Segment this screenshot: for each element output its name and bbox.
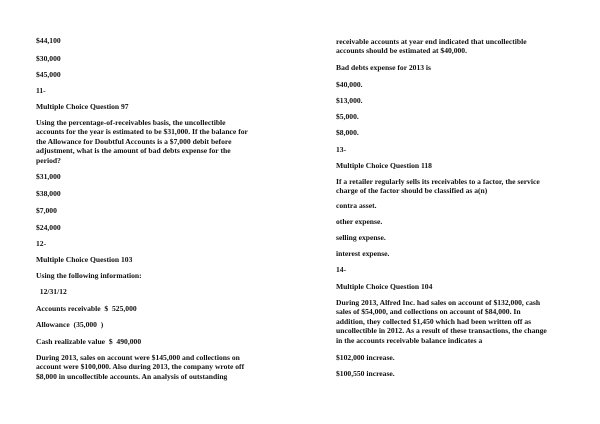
table-row: Cash realizable value $ 490,000 — [36, 337, 142, 346]
table-header: 12/31/12 — [36, 287, 67, 296]
answer-option: $30,000 — [36, 54, 61, 63]
answer-option: $102,000 increase. — [336, 353, 395, 362]
answer-option: $100,550 increase. — [336, 369, 395, 378]
question-heading: Multiple Choice Question 103 — [36, 255, 133, 264]
question-text: Using the following information: — [36, 271, 142, 280]
answer-option: $31,000 — [36, 172, 61, 181]
question-number: 12- — [36, 239, 47, 248]
question-text: receivable accounts at year end indicated that uncollectible accounts should be estimated at $40,000. — [336, 37, 527, 56]
table-row: Allowance (35,000 ) — [36, 320, 104, 329]
question-text: During 2013, Alfred Inc. had sales on account of $132,000, cash sales of $54,000, and collections on account of $84,000. In addition, they collected $1,450 which had been written off as uncollectible in 2012. As a result of these transactions, the change in the accounts receivable balance indicates a — [336, 298, 547, 345]
answer-option: $7,000 — [36, 206, 57, 215]
question-heading: Multiple Choice Question 104 — [336, 282, 433, 291]
question-text: Using the percentage-of-receivables basis, the uncollectible accounts for the year is estimated to be $31,000. If the balance for the Allowance for Doubtful Accounts is a $7,000 debit before adjustment, what is the amount of bad debts expense for the period? — [36, 118, 248, 165]
answer-option: $44,100 — [36, 36, 61, 45]
question-prompt: Bad debts expense for 2013 is — [336, 63, 431, 72]
answer-option: contra asset. — [336, 201, 377, 210]
question-number: 11- — [36, 86, 46, 95]
question-text: During 2013, sales on account were $145,000 and collections on account were $100,000. Also during 2013, the company wrote off $8,000 in uncollectible accounts. An analysis of outstanding — [36, 353, 245, 381]
question-heading: Multiple Choice Question 118 — [336, 161, 432, 170]
answer-option: $24,000 — [36, 223, 61, 232]
question-heading: Multiple Choice Question 97 — [36, 102, 129, 111]
answer-option: $45,000 — [36, 70, 61, 79]
answer-option: $40,000. — [336, 80, 363, 89]
question-number: 13- — [336, 145, 347, 154]
table-row: Accounts receivable $ 525,000 — [36, 304, 137, 313]
answer-option: $38,000 — [36, 189, 61, 198]
answer-option: $5,000. — [336, 112, 359, 121]
answer-option: other expense. — [336, 217, 383, 226]
answer-option: interest expense. — [336, 249, 390, 258]
answer-option: $13,000. — [336, 96, 363, 105]
question-text: If a retailer regularly sells its receivables to a factor, the service charge of the factor should be classified as a(n) — [336, 177, 540, 196]
question-number: 14- — [336, 265, 347, 274]
answer-option: $8,000. — [336, 128, 359, 137]
answer-option: selling expense. — [336, 233, 386, 242]
